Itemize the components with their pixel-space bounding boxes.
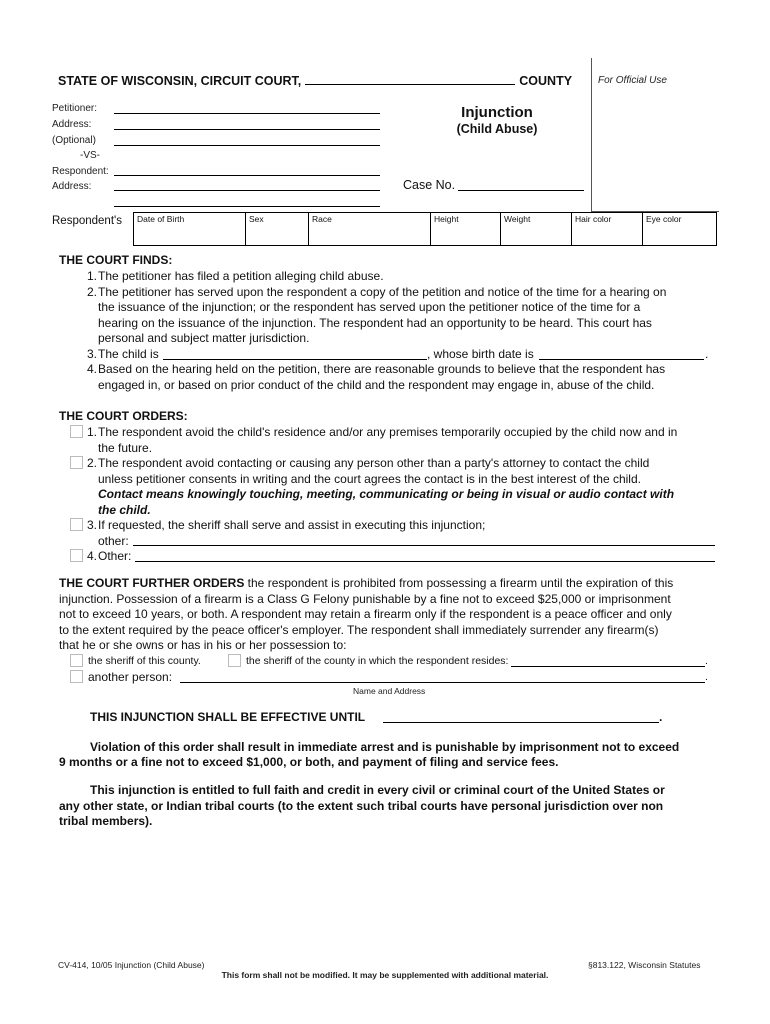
order-3-checkbox[interactable]	[70, 518, 83, 531]
finding-number: 1.	[87, 269, 98, 283]
respondent-county-field[interactable]	[511, 666, 705, 667]
modification-notice: This form shall not be modified. It may be supplemented with additional material.	[221, 970, 549, 980]
respondent-address-label: Address:	[52, 181, 92, 192]
further-orders-line: that he or she owns or has in his or her possession to:	[59, 638, 347, 652]
full-faith-notice: This injunction is entitled to full faith and credit in every civil or criminal court of the United States or	[90, 783, 665, 797]
respondent-description-table	[133, 212, 717, 246]
order-3-other-label: other:	[98, 534, 129, 548]
finding-4-line: Based on the hearing held on the petition, there are reasonable grounds to believe that the respondent has	[98, 362, 666, 376]
respondent-address-field-2[interactable]	[114, 206, 380, 207]
height-cell[interactable]: Height	[431, 213, 501, 246]
further-orders-line: not to exceed 10 years, or both. A respondent may retain a firearm only if the respondent is a peace officer and only	[59, 607, 672, 621]
respondent-label: Respondent:	[52, 166, 109, 177]
finding-1: The petitioner has filed a petition alleging child abuse.	[98, 269, 384, 283]
petitioner-address-label: Address:	[52, 119, 92, 130]
sex-cell[interactable]: Sex	[246, 213, 309, 246]
finding-3-birthdate-label: , whose birth date is	[427, 347, 534, 361]
period: .	[659, 710, 663, 724]
effective-until-field[interactable]	[383, 722, 659, 723]
petitioner-field[interactable]	[114, 113, 380, 114]
finding-number: 3.	[87, 347, 98, 361]
period: .	[705, 655, 708, 667]
order-number: 4.	[87, 549, 98, 563]
finding-number: 4.	[87, 362, 98, 376]
finding-2-line: the issuance of the injunction; or the respondent has served upon the petitioner notice of the time for a	[98, 300, 641, 314]
petitioner-address-field[interactable]	[114, 129, 380, 130]
order-2-checkbox[interactable]	[70, 456, 83, 469]
order-3-text: If requested, the sheriff shall serve and assist in executing this injunction;	[98, 518, 486, 532]
further-orders-line: injunction. Possession of a firearm is a Class G Felony punishable by a fine not to exceed $25,000 or imprisonment	[59, 592, 671, 606]
finding-2-line: The petitioner has served upon the respondent a copy of the petition and notice of the time for a hearing on	[98, 285, 667, 299]
optional-label: (Optional)	[52, 135, 96, 146]
surrender-person-label: another person:	[88, 670, 173, 684]
hair-color-cell[interactable]: Hair color	[572, 213, 643, 246]
finding-3-label: The child is	[98, 347, 159, 361]
order-3-other-field[interactable]	[133, 545, 715, 546]
further-orders-heading: THE COURT FURTHER ORDERS	[59, 576, 245, 590]
respondent-field[interactable]	[114, 175, 380, 176]
violation-notice: Violation of this order shall result in immediate arrest and is punishable by imprisonment not to exceed	[90, 740, 680, 754]
form-title: Injunction	[461, 104, 533, 121]
surrender-other-sheriff-checkbox[interactable]	[228, 654, 241, 667]
versus-label: -VS-	[80, 150, 100, 161]
child-birthdate-field[interactable]	[539, 359, 704, 360]
court-header-prefix: STATE OF WISCONSIN, CIRCUIT COURT,	[58, 74, 302, 88]
further-orders-line-1	[59, 576, 673, 592]
court-header	[58, 72, 572, 88]
eye-color-cell[interactable]: Eye color	[643, 213, 717, 246]
order-2-line: The respondent avoid contacting or causing any person other than a party's attorney to contact the child	[98, 456, 650, 470]
statute-reference: §813.122, Wisconsin Statutes	[588, 960, 701, 970]
surrender-other-sheriff-label: the sheriff of the county in which the respondent resides:	[246, 655, 509, 667]
finding-number: 2.	[87, 285, 98, 299]
respondent-address-field[interactable]	[114, 190, 380, 191]
race-cell[interactable]: Race	[309, 213, 431, 246]
name-address-caption: Name and Address	[353, 686, 426, 696]
official-use-label: For Official Use	[598, 75, 667, 86]
county-name-field[interactable]	[305, 72, 515, 85]
respondent-description-label: Respondent's	[52, 215, 122, 227]
orders-heading: THE COURT ORDERS:	[59, 409, 188, 423]
case-number-label: Case No.	[403, 178, 456, 192]
county-label: COUNTY	[519, 74, 573, 88]
finding-3-period: .	[705, 347, 709, 361]
date-of-birth-cell[interactable]: Date of Birth	[134, 213, 246, 246]
surrender-sheriff-checkbox[interactable]	[70, 654, 83, 667]
finding-2-line: personal and subject matter jurisdiction.	[98, 331, 310, 345]
order-number: 3.	[87, 518, 98, 532]
order-2-line: unless petitioner consents in writing and the court agrees the contact is in the best interest of the child.	[98, 472, 641, 486]
finding-2-line: hearing on the issuance of the injunction. The respondent had an opportunity to be heard. This court has	[98, 316, 652, 330]
petitioner-label: Petitioner:	[52, 103, 98, 114]
further-orders-text: the respondent is prohibited from possessing a firearm until the expiration of this	[244, 576, 674, 590]
full-faith-notice: any other state, or Indian tribal courts (to the extent such tribal courts have personal jurisdiction over non	[59, 799, 664, 813]
order-4-other-field[interactable]	[135, 561, 715, 562]
order-number: 1.	[87, 425, 98, 439]
form-subtitle: (Child Abuse)	[456, 122, 538, 136]
weight-cell[interactable]: Weight	[501, 213, 572, 246]
surrender-person-field[interactable]	[180, 682, 705, 683]
order-number: 2.	[87, 456, 98, 470]
period: .	[705, 671, 708, 683]
form-number: CV-414, 10/05 Injunction (Child Abuse)	[58, 960, 205, 970]
full-faith-notice: tribal members).	[59, 814, 153, 828]
order-1-line: The respondent avoid the child's residence and/or any premises temporarily occupied by the child now and in	[98, 425, 678, 439]
case-number-field[interactable]	[458, 190, 584, 191]
order-4-checkbox[interactable]	[70, 549, 83, 562]
surrender-person-checkbox[interactable]	[70, 670, 83, 683]
further-orders-line: to the extent required by the peace officer's employer. The respondent shall immediately surrender any firearm(s)	[59, 623, 659, 637]
violation-notice: 9 months or a fine not to exceed $1,000, or both, and payment of filing and service fees.	[59, 755, 559, 769]
official-use-border	[591, 58, 592, 211]
contact-definition: Contact means knowingly touching, meeting, communicating or being in visual or audio contact with	[98, 487, 675, 501]
effective-until-label: THIS INJUNCTION SHALL BE EFFECTIVE UNTIL	[90, 710, 366, 724]
petitioner-address-field-2[interactable]	[114, 145, 380, 146]
findings-heading: THE COURT FINDS:	[59, 253, 173, 267]
finding-4-line: engaged in, or based on prior conduct of the child and the respondent may engage in, abuse of the child.	[98, 378, 655, 392]
contact-definition: the child.	[98, 503, 151, 517]
order-1-checkbox[interactable]	[70, 425, 83, 438]
order-1-line: the future.	[98, 441, 153, 455]
child-name-field[interactable]	[163, 359, 427, 360]
surrender-sheriff-label: the sheriff of this county.	[88, 655, 201, 667]
order-4-label: Other:	[98, 549, 132, 563]
